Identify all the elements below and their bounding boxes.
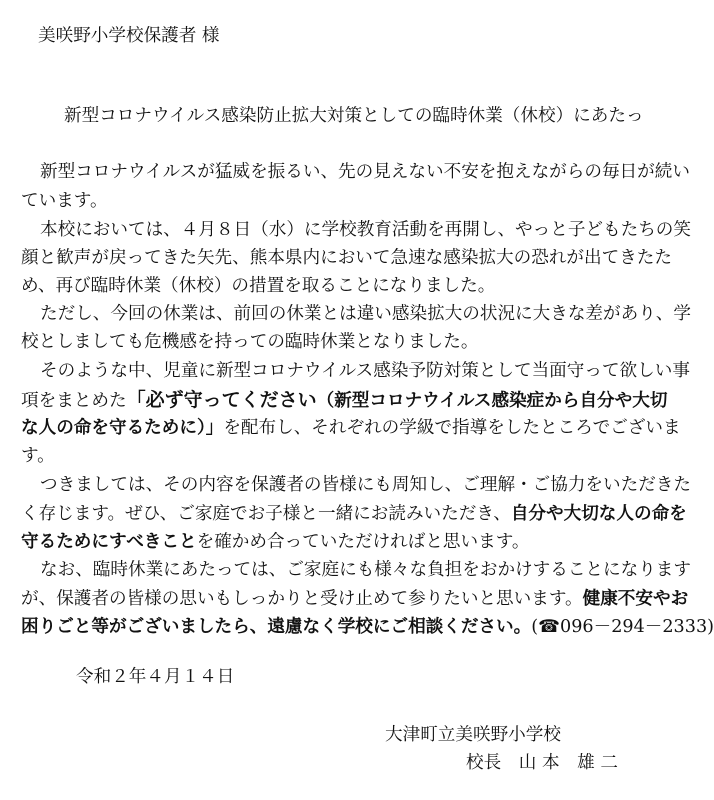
text: なお、臨時休業にあたっては、ご家庭にも様々な負担をおかけすることになります — [40, 560, 691, 580]
bold-text: 「必ず守ってください — [126, 389, 317, 411]
text: く存じます。ぜひ、ご家庭でお子様と一緒にお読みいただき、 — [21, 504, 511, 524]
text: 本校においては、４月８日（水）に学校教育活動を再開し、やっと子どもたちの笑 — [40, 220, 691, 240]
text: 校としましても危機感を持っての臨時休業となりました。 — [21, 332, 479, 352]
text: そのような中、児童に新型コロナウイルス感染予防対策として当面守って欲しい事 — [40, 361, 690, 381]
body-line — [21, 616, 714, 638]
bold-text: 自分や大切な人の命を — [510, 504, 687, 524]
text: ただし、今回の休業は、前回の休業とは違い感染拡大の状況に大きな差があり、学 — [40, 304, 691, 324]
addressee: 美咲野小学校保護者 様 — [38, 26, 220, 46]
body-line — [21, 275, 495, 297]
document-heading: 新型コロナウイルス感染防止拡大対策としての臨時休業（休校）にあたっ — [64, 106, 644, 126]
body-line — [21, 531, 529, 553]
body-line — [21, 445, 55, 467]
body-line — [40, 474, 691, 496]
bold-text: な人の命を守るために）」 — [21, 418, 224, 438]
body-line — [21, 190, 108, 212]
body-line — [40, 360, 690, 382]
body-line — [40, 303, 691, 325]
body-line — [40, 219, 691, 241]
school-name: 大津町立美咲野小学校 — [385, 725, 561, 745]
text: 新型コロナウイルスが猛威を振るい、先の見えない不安を抱えながらの毎日が続い — [40, 162, 690, 182]
bold-text: 健康不安やお — [582, 589, 689, 609]
text: が、保護者の皆様の思いもしっかりと受け止めて参りたいと思います。 — [21, 589, 583, 609]
bold-text: 困りごと等がございましたら、遠慮なく学校にご相談ください。 — [21, 617, 532, 637]
text: 項をまとめた — [21, 391, 127, 411]
text: つきましては、その内容を保護者の皆様にも周知し、ご理解・ご協力をいただきた — [40, 475, 691, 495]
body-line — [40, 161, 690, 183]
text: ています。 — [21, 191, 108, 211]
body-line — [21, 389, 667, 412]
body-line — [21, 503, 687, 525]
body-line — [40, 559, 691, 581]
date: 令和２年４月１４日 — [76, 667, 235, 687]
body-line — [21, 247, 672, 269]
body-line — [21, 417, 681, 439]
principal-name: 校長 山 本 雄 二 — [466, 753, 618, 773]
text: 顔と歓声が戻ってきた矢先、熊本県内において急速な感染拡大の恐れが出てきたた — [21, 248, 672, 268]
body-line — [21, 588, 688, 610]
body-line — [21, 331, 478, 353]
text: す。 — [21, 446, 55, 466]
bold-text: （新型コロナウイルス感染症から自分や大切 — [316, 391, 668, 411]
text: (☎096－294－2333) — [531, 617, 714, 637]
text: を確かめ合っていただければと思います。 — [196, 532, 530, 552]
text: め、再び臨時休業（休校）の措置を取ることになりました。 — [21, 276, 496, 296]
text: を配布し、それぞれの学級で指導をしたところでございま — [223, 418, 681, 438]
bold-text: 守るためにすべきこと — [21, 532, 197, 552]
